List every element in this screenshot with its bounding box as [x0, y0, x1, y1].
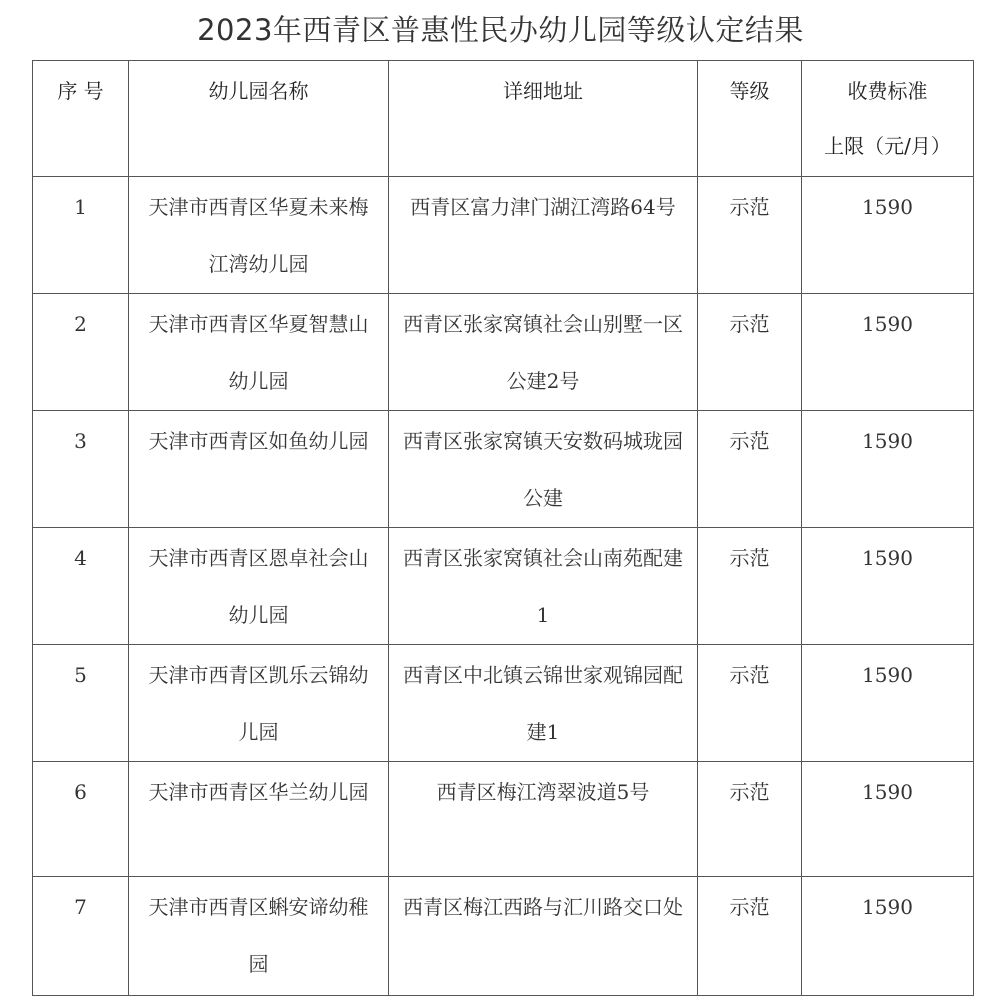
cell-kindergarten-name-text: 天津市西青区如鱼幼儿园 [148, 429, 369, 453]
cell-num-text: 5 [74, 663, 87, 687]
cell-kindergarten-name [129, 177, 389, 294]
cell-num [33, 177, 129, 294]
cell-kindergarten-name [129, 762, 389, 877]
cell-kindergarten-name-text: 天津市西青区恩卓社会山幼儿园 [148, 546, 369, 627]
cell-fee-text: 1590 [862, 780, 913, 804]
header-fee [802, 61, 974, 177]
cell-num [33, 762, 129, 877]
cell-level [698, 762, 802, 877]
cell-kindergarten-name [129, 528, 389, 645]
header-num: 序 号 [33, 61, 129, 177]
cell-level-text: 示范 [729, 780, 770, 804]
table-row [33, 294, 974, 411]
cell-level-text: 示范 [729, 312, 770, 336]
cell-level [698, 645, 802, 762]
cell-kindergarten-name-text: 天津市西青区华兰幼儿园 [148, 780, 369, 804]
results-table [32, 60, 974, 996]
cell-num-text: 1 [74, 195, 87, 219]
cell-level-text: 示范 [729, 546, 770, 570]
cell-kindergarten-name [129, 411, 389, 528]
cell-kindergarten-name-text: 天津市西青区华夏智慧山幼儿园 [148, 312, 369, 393]
header-fee-line1: 收费标准 [847, 79, 928, 103]
header-name: 幼儿园名称 [129, 61, 389, 177]
cell-num [33, 411, 129, 528]
cell-address-text: 西青区张家窝镇社会山别墅一区公建2号 [403, 312, 683, 393]
cell-fee-text: 1590 [862, 312, 913, 336]
cell-fee [802, 294, 974, 411]
cell-level [698, 528, 802, 645]
cell-address-text: 西青区富力津门湖江湾路64号 [410, 195, 676, 219]
cell-fee-text: 1590 [862, 895, 913, 919]
cell-fee-text: 1590 [862, 663, 913, 687]
header-fee-line2: 上限（元/月） [824, 134, 951, 158]
cell-kindergarten-name [129, 294, 389, 411]
cell-level-text: 示范 [729, 895, 770, 919]
cell-fee [802, 762, 974, 877]
cell-kindergarten-name [129, 877, 389, 996]
table-row [33, 877, 974, 996]
cell-fee-text: 1590 [862, 429, 913, 453]
cell-address [389, 294, 698, 411]
cell-fee [802, 645, 974, 762]
cell-level-text: 示范 [729, 429, 770, 453]
cell-address-text: 西青区张家窝镇天安数码城珑园公建 [403, 429, 683, 510]
header-level: 等级 [698, 61, 802, 177]
cell-num [33, 528, 129, 645]
cell-address-text: 西青区梅江西路与汇川路交口处 [403, 895, 683, 919]
cell-level-text: 示范 [729, 195, 770, 219]
cell-fee-text: 1590 [862, 546, 913, 570]
cell-num-text: 4 [74, 546, 87, 570]
cell-kindergarten-name [129, 645, 389, 762]
cell-address [389, 411, 698, 528]
cell-level [698, 294, 802, 411]
table-row [33, 177, 974, 294]
cell-fee [802, 528, 974, 645]
cell-num [33, 645, 129, 762]
cell-fee [802, 411, 974, 528]
cell-fee [802, 177, 974, 294]
cell-address [389, 877, 698, 996]
cell-kindergarten-name-text: 天津市西青区凯乐云锦幼儿园 [148, 663, 369, 744]
cell-num-text: 3 [74, 429, 87, 453]
cell-num [33, 294, 129, 411]
table-body [33, 177, 974, 996]
table-row [33, 411, 974, 528]
cell-level [698, 177, 802, 294]
results-table-container [32, 60, 974, 996]
table-row [33, 528, 974, 645]
cell-num [33, 877, 129, 996]
table-row [33, 762, 974, 877]
cell-num-text: 7 [74, 895, 87, 919]
cell-address [389, 177, 698, 294]
table-header-row [33, 61, 974, 177]
header-address: 详细地址 [389, 61, 698, 177]
table-row [33, 645, 974, 762]
cell-kindergarten-name-text: 天津市西青区华夏未来梅江湾幼儿园 [148, 195, 369, 276]
cell-num-text: 6 [74, 780, 87, 804]
cell-fee-text: 1590 [862, 195, 913, 219]
cell-address [389, 645, 698, 762]
cell-fee [802, 877, 974, 996]
cell-level-text: 示范 [729, 663, 770, 687]
cell-address-text: 西青区张家窝镇社会山南苑配建1 [403, 546, 683, 627]
cell-address-text: 西青区梅江湾翠波道5号 [436, 780, 650, 804]
cell-level [698, 877, 802, 996]
cell-num-text: 2 [74, 312, 87, 336]
cell-address [389, 528, 698, 645]
cell-address [389, 762, 698, 877]
cell-kindergarten-name-text: 天津市西青区蝌安谛幼稚园 [148, 895, 369, 976]
cell-address-text: 西青区中北镇云锦世家观锦园配建1 [403, 663, 683, 744]
page-title: 2023年西青区普惠性民办幼儿园等级认定结果 [197, 13, 804, 47]
cell-level [698, 411, 802, 528]
